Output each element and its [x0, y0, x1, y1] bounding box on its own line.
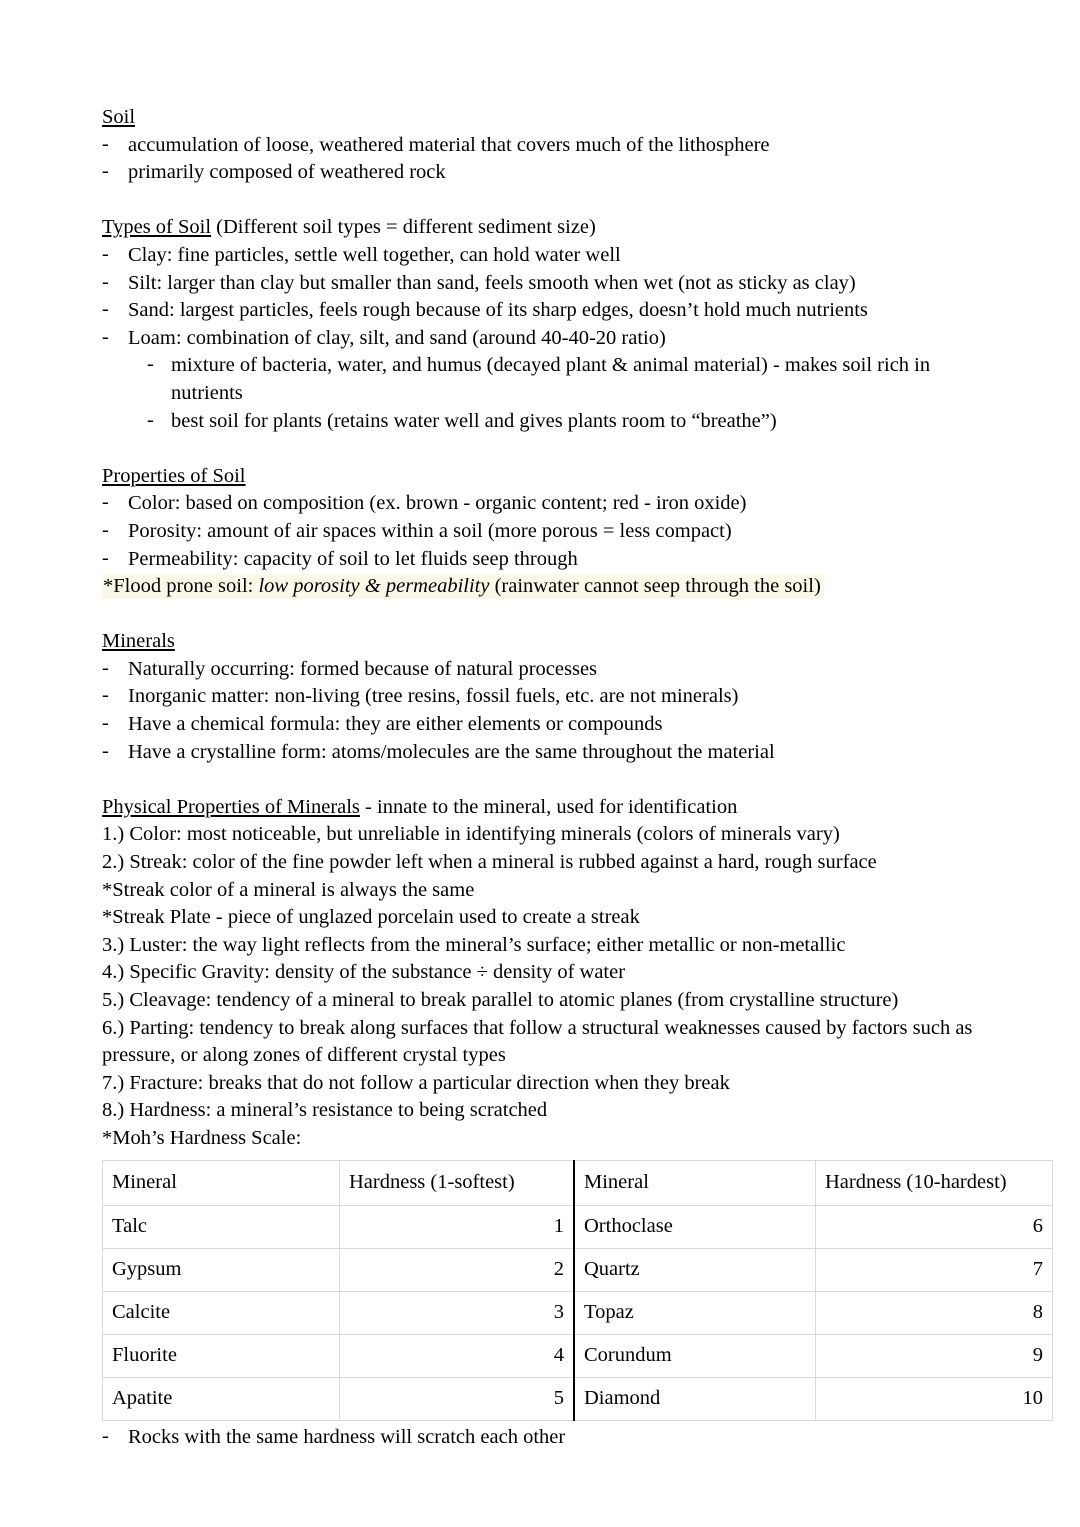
- numbered-line: 4.) Specific Gravity: density of the substance ÷ density of water: [102, 961, 626, 984]
- list-item-label: Have a crystalline form: atoms/molecules are the same throughout the material: [128, 740, 775, 763]
- list-item-label: primarily composed of weathered rock: [128, 161, 446, 184]
- table-header-cell-mineral-left: Mineral: [103, 1160, 340, 1205]
- bullet-dash-icon: -: [102, 656, 109, 679]
- section-heading-properties-of-soil: [102, 463, 992, 491]
- table-cell-mineral-left: Calcite: [103, 1291, 340, 1334]
- list-item-label: best soil for plants (retains water well and gives plants room to “breathe”): [171, 409, 777, 432]
- section-heading-types-of-soil: [102, 214, 992, 242]
- list-item: [102, 546, 992, 574]
- list-item-label: Porosity: amount of air spaces within a soil (more porous = less compact): [128, 519, 732, 542]
- section-spacer: [102, 187, 992, 215]
- table-cell-hardness-right: 8: [816, 1291, 1053, 1334]
- bullet-dash-icon: -: [102, 132, 109, 155]
- list-item-label: Naturally occurring: formed because of natural processes: [128, 657, 598, 680]
- numbered-line: *Streak color of a mineral is always the same: [102, 878, 475, 901]
- types-of-soil-bullet-list: [102, 242, 992, 352]
- list-item: [102, 159, 992, 187]
- list-item: [102, 656, 992, 684]
- soil-bullet-list: [102, 132, 992, 187]
- table-cell-hardness-right: 7: [816, 1248, 1053, 1291]
- table-cell-mineral-left: Apatite: [103, 1377, 340, 1420]
- table-cell-hardness-left: 5: [340, 1377, 575, 1420]
- section-heading-soil-text: Soil: [102, 106, 136, 128]
- list-item-label: Loam: combination of clay, silt, and sand (around 40-40-20 ratio): [128, 326, 666, 349]
- numbered-line: 1.) Color: most noticeable, but unreliable in identifying minerals (colors of minerals vary): [102, 823, 840, 846]
- table-cell-hardness-left: 4: [340, 1334, 575, 1377]
- numbered-line: 6.) Parting: tendency to break along surfaces that follow a structural weaknesses caused by factors such as pressure, or along zones of different crystal types: [102, 1016, 973, 1067]
- list-item-label: Have a chemical formula: they are either elements or compounds: [128, 713, 663, 736]
- numbered-line: *Streak Plate - piece of unglazed porcelain used to create a streak: [102, 906, 640, 929]
- table-row: [103, 1377, 1053, 1420]
- table-cell-mineral-right: Topaz: [574, 1291, 816, 1334]
- numbered-line: 3.) Luster: the way light reflects from the mineral’s surface; either metallic or non-metallic: [102, 933, 846, 956]
- list-item-label: Color: based on composition (ex. brown - organic content; red - iron oxide): [128, 492, 747, 515]
- section-heading-physical-properties: [102, 794, 992, 822]
- bullet-dash-icon: -: [102, 242, 109, 265]
- section-spacer: [102, 601, 992, 629]
- bullet-dash-icon: -: [102, 684, 109, 707]
- bullet-dash-icon: -: [102, 160, 109, 183]
- flood-prone-soil-note: [102, 573, 992, 601]
- section-heading-soil: [102, 104, 992, 132]
- section-heading-types-of-soil-text: Types of Soil: [102, 216, 212, 239]
- bullet-dash-icon: -: [147, 408, 154, 431]
- list-item-label: Permeability: capacity of soil to let fluids seep through: [128, 547, 578, 570]
- note-italic: low porosity & permeability: [258, 575, 490, 598]
- table-cell-mineral-right: Corundum: [574, 1334, 816, 1377]
- bullet-dash-icon: -: [102, 739, 109, 762]
- table-cell-mineral-right: Quartz: [574, 1248, 816, 1291]
- after-table-bullet-list: [102, 1424, 992, 1452]
- moh-hardness-scale-label: *Moh’s Hardness Scale:: [102, 1126, 302, 1149]
- list-item: [102, 739, 992, 767]
- highlighted-text: [102, 574, 824, 599]
- table-header-cell-hardness-softest: Hardness (1-softest): [340, 1160, 575, 1205]
- bullet-dash-icon: -: [102, 491, 109, 514]
- section-heading-physical-properties-rest: - innate to the mineral, used for identification: [359, 795, 738, 818]
- note-suffix: (rainwater cannot seep through the soil): [489, 575, 821, 598]
- document-content: [102, 104, 1043, 1451]
- list-item-label: Rocks with the same hardness will scratch each other: [128, 1425, 566, 1448]
- types-of-soil-sub-bullet-list: [102, 352, 992, 435]
- table-cell-mineral-right: Diamond: [574, 1377, 816, 1420]
- section-spacer: [102, 435, 992, 463]
- list-item: [102, 683, 992, 711]
- bullet-dash-icon: -: [102, 1424, 109, 1447]
- list-item: [102, 518, 992, 546]
- section-heading-properties-of-soil-text: Properties of Soil: [102, 464, 246, 487]
- numbered-line: 7.) Fracture: breaks that do not follow a particular direction when they break: [102, 1071, 730, 1094]
- list-item: [102, 297, 992, 325]
- bullet-dash-icon: -: [102, 546, 109, 569]
- table-cell-hardness-left: 3: [340, 1291, 575, 1334]
- table-cell-hardness-left: 2: [340, 1248, 575, 1291]
- list-item: [147, 408, 992, 436]
- table-header-cell-mineral-right: Mineral: [574, 1160, 816, 1205]
- section-heading-physical-properties-text: Physical Properties of Minerals: [102, 795, 360, 818]
- bullet-dash-icon: -: [147, 353, 154, 376]
- table-cell-mineral-left: Gypsum: [103, 1248, 340, 1291]
- table-cell-hardness-right: 6: [816, 1205, 1053, 1248]
- bullet-dash-icon: -: [102, 270, 109, 293]
- list-item: [102, 242, 992, 270]
- bullet-dash-icon: -: [102, 518, 109, 541]
- table-cell-hardness-right: 9: [816, 1334, 1053, 1377]
- section-heading-types-of-soil-rest: (Different soil types = different sediment size): [211, 216, 596, 239]
- list-item: [102, 490, 992, 518]
- list-item: [102, 1424, 992, 1452]
- bullet-dash-icon: -: [102, 325, 109, 348]
- table-row: [103, 1291, 1053, 1334]
- list-item: [102, 711, 992, 739]
- list-item-label: Sand: largest particles, feels rough because of its sharp edges, doesn’t hold much nutrients: [128, 299, 868, 322]
- table-header-row: [103, 1160, 1053, 1205]
- section-spacer: [102, 766, 992, 794]
- list-item-label: Clay: fine particles, settle well together, can hold water well: [128, 243, 621, 266]
- table-cell-mineral-right: Orthoclase: [574, 1205, 816, 1248]
- table-row: [103, 1248, 1053, 1291]
- table-cell-mineral-left: Fluorite: [103, 1334, 340, 1377]
- list-item-label: Silt: larger than clay but smaller than sand, feels smooth when wet (not as sticky as clay): [128, 271, 856, 294]
- table-row: [103, 1205, 1053, 1248]
- section-heading-minerals-text: Minerals: [102, 630, 175, 653]
- list-item: [102, 270, 992, 298]
- list-item-label: accumulation of loose, weathered material that covers much of the lithosphere: [128, 133, 770, 156]
- moh-hardness-table: [102, 1160, 1053, 1421]
- table-cell-hardness-right: 10: [816, 1377, 1053, 1420]
- properties-of-soil-bullet-list: [102, 490, 992, 573]
- numbered-line: 2.) Streak: color of the fine powder left when a mineral is rubbed against a hard, rough surface: [102, 851, 877, 874]
- list-item-label: Inorganic matter: non-living (tree resins, fossil fuels, etc. are not minerals): [128, 685, 739, 708]
- list-item-label: mixture of bacteria, water, and humus (decayed plant & animal material) - makes soil rich in nutrients: [171, 354, 931, 404]
- note-prefix: *Flood prone soil:: [103, 575, 259, 598]
- numbered-line: 8.) Hardness: a mineral’s resistance to being scratched: [102, 1099, 548, 1122]
- list-item: [147, 352, 992, 407]
- minerals-bullet-list: [102, 656, 992, 766]
- list-item: [102, 325, 992, 353]
- list-item: [102, 132, 992, 160]
- table-row: [103, 1334, 1053, 1377]
- bullet-dash-icon: -: [102, 298, 109, 321]
- section-heading-minerals: [102, 628, 992, 656]
- table-cell-hardness-left: 1: [340, 1205, 575, 1248]
- table-cell-mineral-left: Talc: [103, 1205, 340, 1248]
- table-header-cell-hardness-hardest: Hardness (10-hardest): [816, 1160, 1053, 1205]
- numbered-line: 5.) Cleavage: tendency of a mineral to break parallel to atomic planes (from crystalline structure): [102, 989, 899, 1011]
- bullet-dash-icon: -: [102, 712, 109, 735]
